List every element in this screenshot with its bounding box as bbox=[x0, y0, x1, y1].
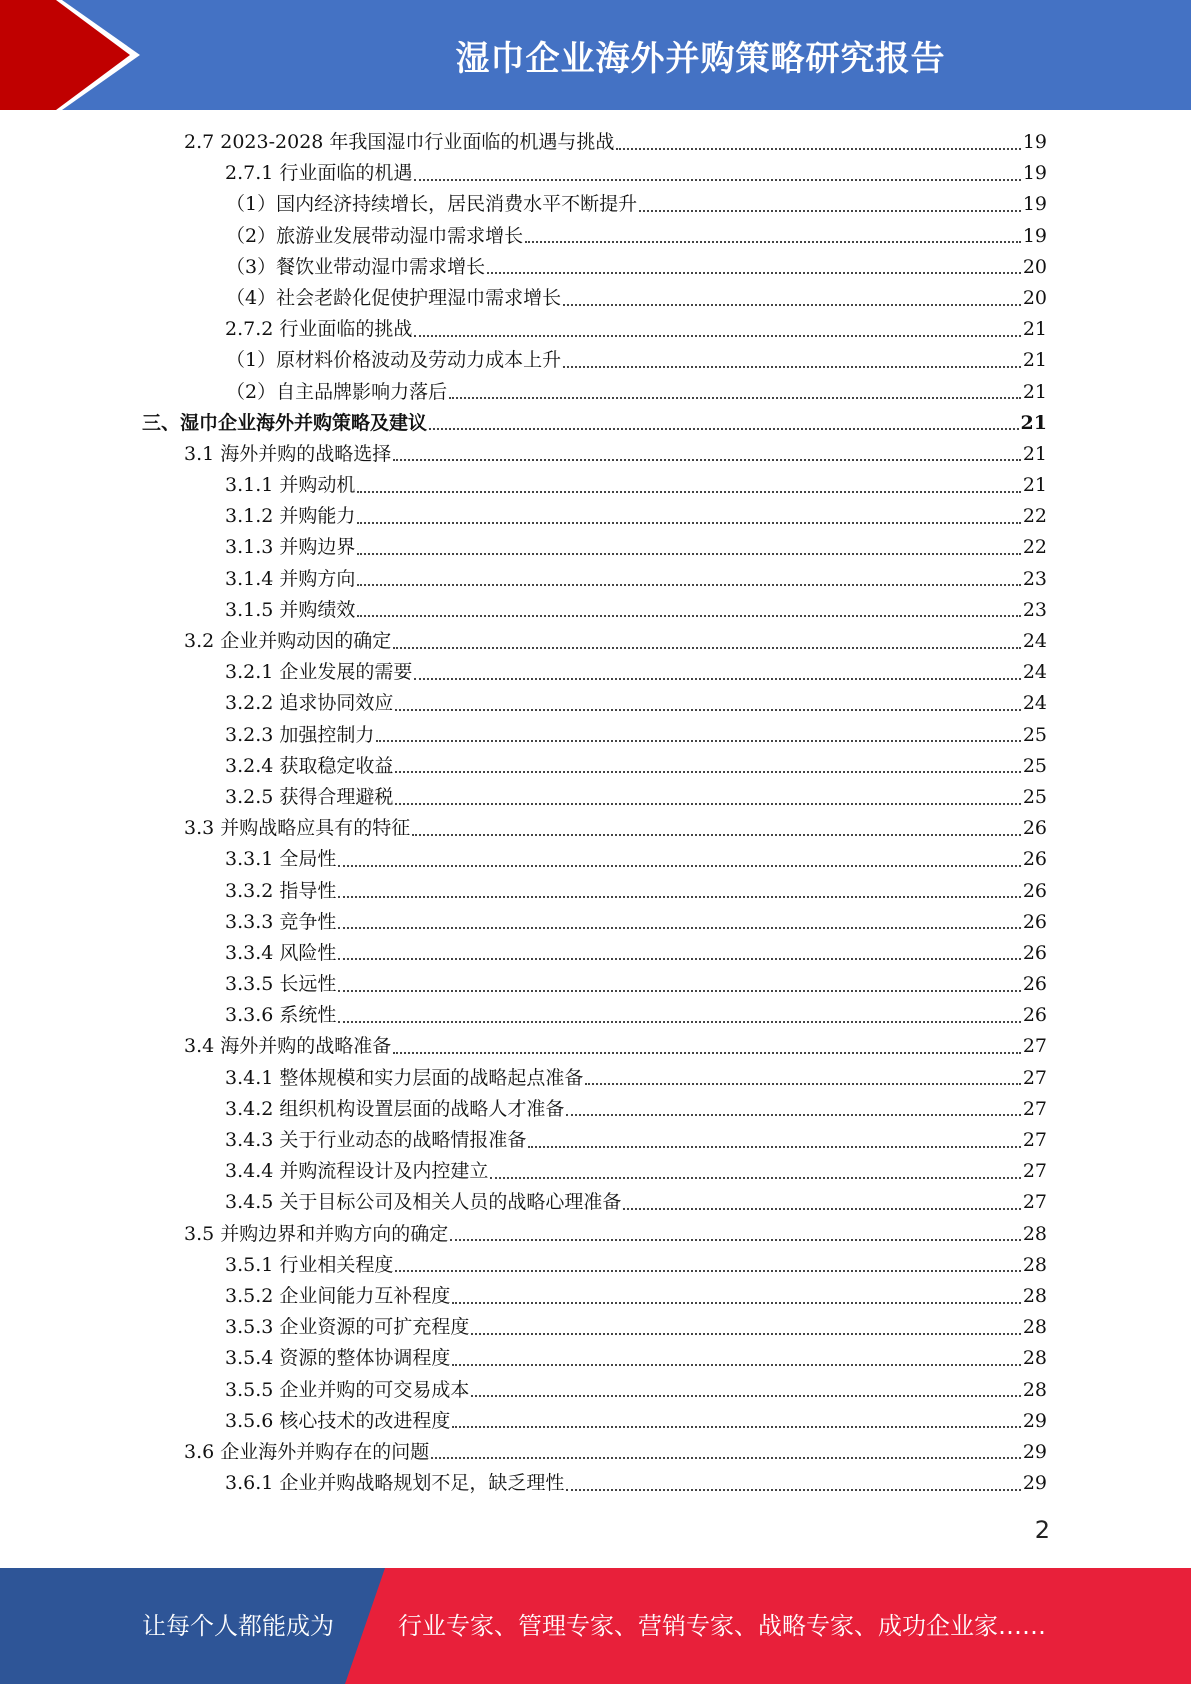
toc-leader-dots bbox=[393, 647, 1021, 649]
toc-entry[interactable] bbox=[0, 564, 1191, 595]
toc-entry[interactable] bbox=[0, 844, 1191, 875]
toc-entry-page: 24 bbox=[1022, 661, 1047, 684]
toc-entry-label: 3.4.4 并购流程设计及内控建立 bbox=[225, 1160, 489, 1183]
toc-leader-dots bbox=[395, 709, 1020, 711]
toc-entry-label: 3.3.3 竞争性 bbox=[225, 910, 337, 933]
toc-leader-dots bbox=[566, 1489, 1020, 1491]
toc-entry[interactable] bbox=[0, 1219, 1191, 1250]
toc-leader-dots bbox=[563, 304, 1021, 306]
toc-entry[interactable] bbox=[0, 377, 1191, 408]
toc-entry-page: 21 bbox=[1022, 318, 1047, 341]
toc-entry[interactable] bbox=[0, 314, 1191, 345]
toc-leader-dots bbox=[357, 615, 1020, 617]
toc-leader-dots bbox=[338, 865, 1020, 867]
toc-leader-dots bbox=[395, 803, 1020, 805]
toc-entry[interactable] bbox=[0, 1156, 1191, 1187]
toc-entry-page: 29 bbox=[1022, 1440, 1047, 1463]
toc-entry-page: 25 bbox=[1022, 785, 1047, 808]
toc-leader-dots bbox=[338, 1021, 1020, 1023]
toc-entry[interactable] bbox=[0, 1063, 1191, 1094]
toc-entry-page: 26 bbox=[1022, 973, 1047, 996]
toc-entry[interactable] bbox=[0, 1000, 1191, 1031]
toc-entry[interactable] bbox=[0, 470, 1191, 501]
toc-entry-label: 三、湿巾企业海外并购策略及建议 bbox=[142, 411, 428, 434]
toc-entry[interactable] bbox=[0, 1094, 1191, 1125]
toc-leader-dots bbox=[471, 1333, 1020, 1335]
toc-entry-page: 21 bbox=[1022, 349, 1047, 372]
toc-leader-dots bbox=[639, 210, 1021, 212]
toc-entry-label: 3.3 并购战略应具有的特征 bbox=[184, 817, 411, 840]
toc-entry[interactable] bbox=[0, 1031, 1191, 1062]
toc-entry[interactable] bbox=[0, 813, 1191, 844]
toc-entry-label: 3.6.1 企业并购战略规划不足，缺乏理性 bbox=[225, 1472, 565, 1495]
toc-entry-page: 19 bbox=[1022, 224, 1047, 247]
toc-leader-dots bbox=[357, 491, 1020, 493]
toc-entry-label: 3.3.1 全局性 bbox=[225, 848, 337, 871]
toc-leader-dots bbox=[357, 553, 1020, 555]
toc-entry-page: 29 bbox=[1022, 1472, 1047, 1495]
toc-entry-page: 29 bbox=[1022, 1409, 1047, 1432]
toc-entry[interactable] bbox=[0, 595, 1191, 626]
toc-entry-label: 3.4.3 关于行业动态的战略情报准备 bbox=[225, 1129, 527, 1151]
toc-leader-dots bbox=[414, 678, 1020, 680]
toc-entry-page: 22 bbox=[1022, 505, 1047, 528]
toc-entry-page: 21 bbox=[1022, 442, 1047, 465]
toc-leader-dots bbox=[452, 1426, 1020, 1428]
toc-entry[interactable] bbox=[0, 1312, 1191, 1343]
toc-entry-page: 27 bbox=[1022, 1035, 1047, 1058]
toc-entry-label: 3.3.2 指导性 bbox=[225, 879, 337, 902]
toc-entry-page: 27 bbox=[1022, 1129, 1047, 1151]
toc-leader-dots bbox=[357, 584, 1020, 586]
toc-entry-label: 3.3.4 风险性 bbox=[225, 941, 337, 964]
toc-entry-label: 3.2 企业并购动因的确定 bbox=[184, 630, 392, 652]
toc-entry-label: 3.1.4 并购方向 bbox=[225, 567, 356, 590]
toc-entry[interactable] bbox=[0, 501, 1191, 532]
toc-entry-label: 3.3.6 系统性 bbox=[225, 1004, 337, 1027]
toc-entry-page: 26 bbox=[1022, 941, 1047, 964]
toc-entry-page: 20 bbox=[1022, 286, 1047, 309]
toc-entry-page: 28 bbox=[1022, 1284, 1047, 1307]
toc-entry-label: 2.7 2023-2028 年我国湿巾行业面临的机遇与挑战 bbox=[184, 131, 615, 153]
toc-leader-dots bbox=[393, 1052, 1021, 1054]
toc-entry-page: 26 bbox=[1022, 910, 1047, 933]
toc-entry[interactable] bbox=[0, 408, 1191, 439]
toc-entry[interactable] bbox=[0, 1187, 1191, 1218]
toc-entry-label: 3.1.3 并购边界 bbox=[225, 536, 356, 559]
toc-entry-label: 3.2.5 获得合理避税 bbox=[225, 785, 394, 808]
toc-entry[interactable] bbox=[0, 158, 1191, 189]
toc-entry-label: 3.1.2 并购能力 bbox=[225, 505, 356, 528]
toc-entry-page: 21 bbox=[1022, 474, 1047, 497]
toc-entry[interactable] bbox=[0, 1250, 1191, 1281]
toc-entry-page: 19 bbox=[1022, 193, 1047, 216]
toc-leader-dots bbox=[393, 459, 1021, 461]
toc-entry-page: 28 bbox=[1022, 1253, 1047, 1276]
toc-entry-page: 26 bbox=[1022, 1004, 1047, 1027]
toc-leader-dots bbox=[616, 148, 1020, 150]
toc-entry[interactable] bbox=[0, 1437, 1191, 1468]
toc-entry[interactable] bbox=[0, 283, 1191, 314]
toc-leader-dots bbox=[431, 1457, 1021, 1459]
toc-entry[interactable] bbox=[0, 532, 1191, 563]
toc-entry-page: 24 bbox=[1022, 692, 1047, 715]
footer-slogan-right: 行业专家、管理专家、营销专家、战略专家、成功企业家…… bbox=[398, 1612, 1046, 1640]
toc-entry-label: 3.5 并购边界和并购方向的确定 bbox=[184, 1222, 449, 1245]
toc-leader-dots bbox=[338, 927, 1020, 929]
toc-entry-label: 3.1 海外并购的战略选择 bbox=[184, 442, 392, 465]
toc-entry-page: 27 bbox=[1022, 1160, 1047, 1183]
toc-entry-label: （3）餐饮业带动湿巾需求增长 bbox=[226, 255, 486, 278]
page-header bbox=[0, 0, 1191, 110]
toc-entry-label: 3.6 企业海外并购存在的问题 bbox=[184, 1440, 430, 1463]
toc-entry-page: 27 bbox=[1022, 1097, 1047, 1120]
toc-leader-dots bbox=[338, 990, 1020, 992]
toc-entry-page: 27 bbox=[1022, 1066, 1047, 1089]
toc-entry-page: 26 bbox=[1022, 817, 1047, 840]
toc-leader-dots bbox=[449, 397, 1021, 399]
toc-entry[interactable] bbox=[0, 221, 1191, 252]
toc-entry[interactable] bbox=[0, 1406, 1191, 1437]
toc-entry-label: 3.2.1 企业发展的需要 bbox=[225, 661, 413, 684]
toc-entry-label: （1）国内经济持续增长，居民消费水平不断提升 bbox=[226, 193, 638, 216]
toc-entry[interactable] bbox=[0, 876, 1191, 907]
toc-leader-dots bbox=[338, 896, 1020, 898]
toc-entry-label: 3.5.5 企业并购的可交易成本 bbox=[225, 1378, 470, 1401]
toc-entry[interactable] bbox=[0, 189, 1191, 220]
toc-entry-page: 25 bbox=[1022, 754, 1047, 777]
toc-entry[interactable] bbox=[0, 252, 1191, 283]
toc-entry[interactable] bbox=[0, 1375, 1191, 1406]
toc-entry-label: 3.2.3 加强控制力 bbox=[225, 723, 375, 746]
toc-leader-dots bbox=[338, 958, 1020, 960]
toc-entry-label: 3.4.2 组织机构设置层面的战略人才准备 bbox=[225, 1097, 565, 1120]
toc-entry-label: 3.2.4 获取稳定收益 bbox=[225, 754, 394, 777]
toc-entry-label: 3.4.5 关于目标公司及相关人员的战略心理准备 bbox=[225, 1191, 622, 1214]
footer-slogan-left: 让每个人都能成为 bbox=[142, 1612, 334, 1640]
page-number: 2 bbox=[1034, 1516, 1050, 1544]
toc-entry-page: 28 bbox=[1022, 1222, 1047, 1245]
page-footer bbox=[0, 1568, 1191, 1684]
toc-entry-label: （2）自主品牌影响力落后 bbox=[226, 380, 448, 403]
toc-entry[interactable] bbox=[0, 782, 1191, 813]
toc-leader-dots bbox=[471, 1395, 1020, 1397]
toc-entry[interactable] bbox=[0, 907, 1191, 938]
toc-leader-dots bbox=[414, 335, 1020, 337]
toc-entry-page: 23 bbox=[1022, 598, 1047, 621]
report-title: 湿巾企业海外并购策略研究报告 bbox=[455, 38, 946, 79]
toc-leader-dots bbox=[563, 366, 1021, 368]
toc-entry-label: 3.5.6 核心技术的改进程度 bbox=[225, 1409, 451, 1432]
table-of-contents bbox=[0, 127, 1191, 1499]
toc-entry-page: 26 bbox=[1022, 848, 1047, 871]
toc-entry-label: 3.2.2 追求协同效应 bbox=[225, 692, 394, 715]
toc-entry-label: 3.1.5 并购绩效 bbox=[225, 598, 356, 621]
toc-entry[interactable] bbox=[0, 657, 1191, 688]
toc-entry-page: 23 bbox=[1022, 567, 1047, 590]
toc-leader-dots bbox=[450, 1239, 1021, 1241]
toc-entry[interactable] bbox=[0, 1125, 1191, 1156]
toc-entry[interactable] bbox=[0, 439, 1191, 470]
toc-leader-dots bbox=[357, 522, 1020, 524]
toc-entry-label: 3.5.2 企业间能力互补程度 bbox=[225, 1284, 451, 1307]
toc-leader-dots bbox=[452, 1364, 1020, 1366]
toc-leader-dots bbox=[487, 272, 1021, 274]
toc-entry-label: （4）社会老龄化促使护理湿巾需求增长 bbox=[226, 286, 562, 309]
toc-leader-dots bbox=[525, 241, 1021, 243]
toc-entry[interactable] bbox=[0, 1468, 1191, 1499]
toc-entry-page: 25 bbox=[1022, 723, 1047, 746]
toc-leader-dots bbox=[623, 1208, 1020, 1210]
toc-entry-label: 2.7.1 行业面临的机遇 bbox=[225, 162, 413, 185]
toc-entry-label: 2.7.2 行业面临的挑战 bbox=[225, 318, 413, 341]
toc-entry-page: 21 bbox=[1022, 380, 1047, 403]
toc-entry-page: 28 bbox=[1022, 1316, 1047, 1339]
toc-leader-dots bbox=[585, 1083, 1020, 1085]
toc-entry[interactable] bbox=[0, 1343, 1191, 1374]
toc-entry-page: 26 bbox=[1022, 879, 1047, 902]
toc-entry[interactable] bbox=[0, 720, 1191, 751]
toc-entry[interactable] bbox=[0, 688, 1191, 719]
toc-entry[interactable] bbox=[0, 969, 1191, 1000]
toc-leader-dots bbox=[414, 179, 1020, 181]
toc-entry-label: （2）旅游业发展带动湿巾需求增长 bbox=[226, 224, 524, 247]
toc-entry-page: 27 bbox=[1022, 1191, 1047, 1214]
toc-leader-dots bbox=[490, 1177, 1020, 1179]
toc-entry-label: 3.5.3 企业资源的可扩充程度 bbox=[225, 1316, 470, 1339]
toc-entry-page: 21 bbox=[1020, 411, 1047, 434]
toc-leader-dots bbox=[528, 1146, 1020, 1148]
toc-entry-page: 28 bbox=[1022, 1378, 1047, 1401]
toc-entry-label: 3.4 海外并购的战略准备 bbox=[184, 1035, 392, 1058]
toc-entry-label: 3.5.1 行业相关程度 bbox=[225, 1253, 394, 1276]
toc-leader-dots bbox=[429, 428, 1019, 430]
toc-entry[interactable] bbox=[0, 345, 1191, 376]
toc-entry[interactable] bbox=[0, 127, 1191, 158]
toc-entry-label: （1）原材料价格波动及劳动力成本上升 bbox=[226, 349, 562, 372]
toc-leader-dots bbox=[376, 740, 1020, 742]
toc-entry-label: 3.3.5 长远性 bbox=[225, 973, 337, 996]
toc-entry-page: 19 bbox=[1022, 162, 1047, 185]
toc-leader-dots bbox=[395, 1270, 1020, 1272]
toc-entry[interactable] bbox=[0, 938, 1191, 969]
toc-entry[interactable] bbox=[0, 626, 1191, 657]
toc-leader-dots bbox=[452, 1302, 1020, 1304]
toc-entry-page: 20 bbox=[1022, 255, 1047, 278]
toc-entry-page: 24 bbox=[1022, 630, 1047, 652]
toc-entry[interactable] bbox=[0, 751, 1191, 782]
toc-entry-label: 3.4.1 整体规模和实力层面的战略起点准备 bbox=[225, 1066, 584, 1089]
toc-leader-dots bbox=[412, 834, 1021, 836]
toc-leader-dots bbox=[395, 771, 1020, 773]
toc-entry-page: 19 bbox=[1022, 131, 1047, 153]
chevron-arrow-icon bbox=[0, 0, 160, 110]
toc-entry[interactable] bbox=[0, 1281, 1191, 1312]
toc-entry-page: 28 bbox=[1022, 1347, 1047, 1370]
toc-entry-label: 3.1.1 并购动机 bbox=[225, 474, 356, 497]
toc-entry-label: 3.5.4 资源的整体协调程度 bbox=[225, 1347, 451, 1370]
toc-leader-dots bbox=[566, 1114, 1020, 1116]
toc-entry-page: 22 bbox=[1022, 536, 1047, 559]
